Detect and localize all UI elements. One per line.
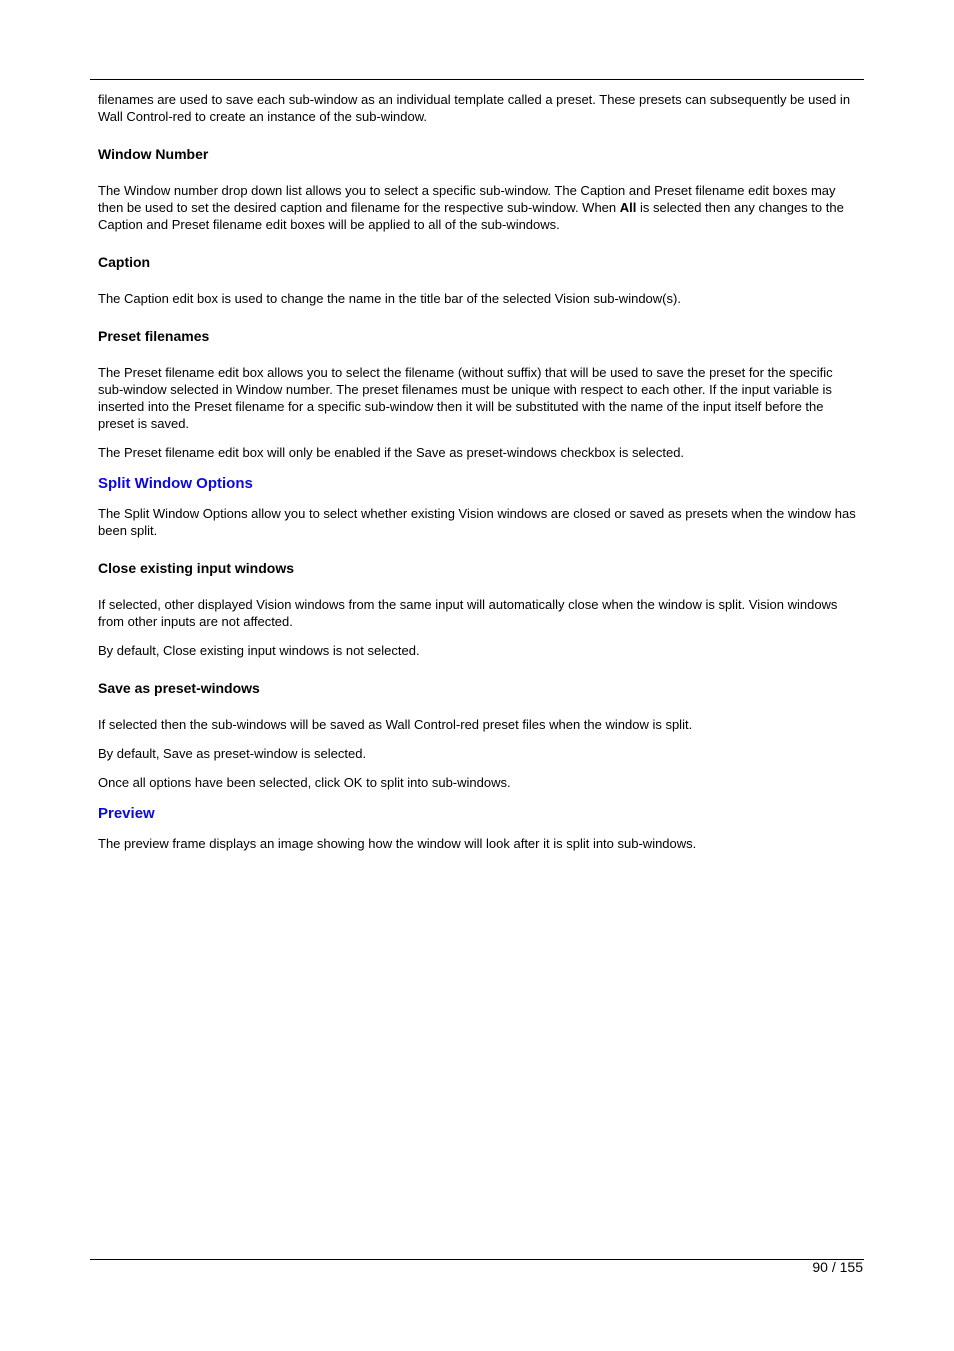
close-existing-paragraph-2: By default, Close existing input windows is not selected. <box>98 643 420 658</box>
save-as-preset-paragraph-2: By default, Save as preset-window is selected. <box>98 746 367 761</box>
window-number-text-before: The Window number drop down list allows you to select a specific sub-window. The Caption and Preset filename edit boxes may then be used to set the desired caption and filename for the respective sub-window. When <box>98 183 836 215</box>
window-number-bold-all: All <box>619 200 637 215</box>
close-existing-heading: Close existing input windows <box>98 560 295 576</box>
save-as-preset-paragraph-1: If selected then the sub-windows will be saved as Wall Control-red preset files when the window is split. <box>98 717 693 732</box>
caption-paragraph: The Caption edit box is used to change the name in the title bar of the selected Vision sub-window(s). <box>98 291 681 306</box>
preset-filenames-paragraph-1: The Preset filename edit box allows you to select the filename (without suffix) that will be used to save the preset for the specific sub-window selected in Window number. The preset filenames must be unique with respect to each other. If the input variable is inserted into the Preset filename for a specific sub-window then it will be substituted with the name of the input itself before the preset is saved. <box>98 365 833 431</box>
window-number-heading: Window Number <box>98 146 209 162</box>
split-window-options-heading: Split Window Options <box>98 475 253 492</box>
document-body <box>98 91 858 852</box>
split-window-options-paragraph: The Split Window Options allow you to select whether existing Vision windows are closed or saved as presets when the window has been split. <box>98 506 856 538</box>
save-as-preset-paragraph-3: Once all options have been selected, click OK to split into sub-windows. <box>98 775 511 790</box>
close-existing-paragraph-1: If selected, other displayed Vision windows from the same input will automatically close when the window is split. Vision windows from other inputs are not affected. <box>98 597 838 629</box>
preset-filenames-heading: Preset filenames <box>98 328 210 344</box>
preset-filenames-paragraph-2: The Preset filename edit box will only be enabled if the Save as preset-windows checkbox is selected. <box>98 445 685 460</box>
header-rule <box>90 79 864 80</box>
window-number-paragraph <box>98 182 858 233</box>
save-as-preset-heading: Save as preset-windows <box>98 680 260 696</box>
intro-paragraph: filenames are used to save each sub-window as an individual template called a preset. These presets can subsequently be used in Wall Control-red to create an instance of the sub-window. <box>98 92 851 124</box>
preview-paragraph: The preview frame displays an image showing how the window will look after it is split into sub-windows. <box>98 836 697 851</box>
window-number-text-after: is selected then any changes to the Caption and Preset filename edit boxes will be applied to all of the sub-windows. <box>98 200 844 232</box>
caption-heading: Caption <box>98 254 151 270</box>
footer-rule <box>90 1259 864 1260</box>
page-number: 90 / 155 <box>812 1259 863 1275</box>
preview-heading: Preview <box>98 805 155 822</box>
